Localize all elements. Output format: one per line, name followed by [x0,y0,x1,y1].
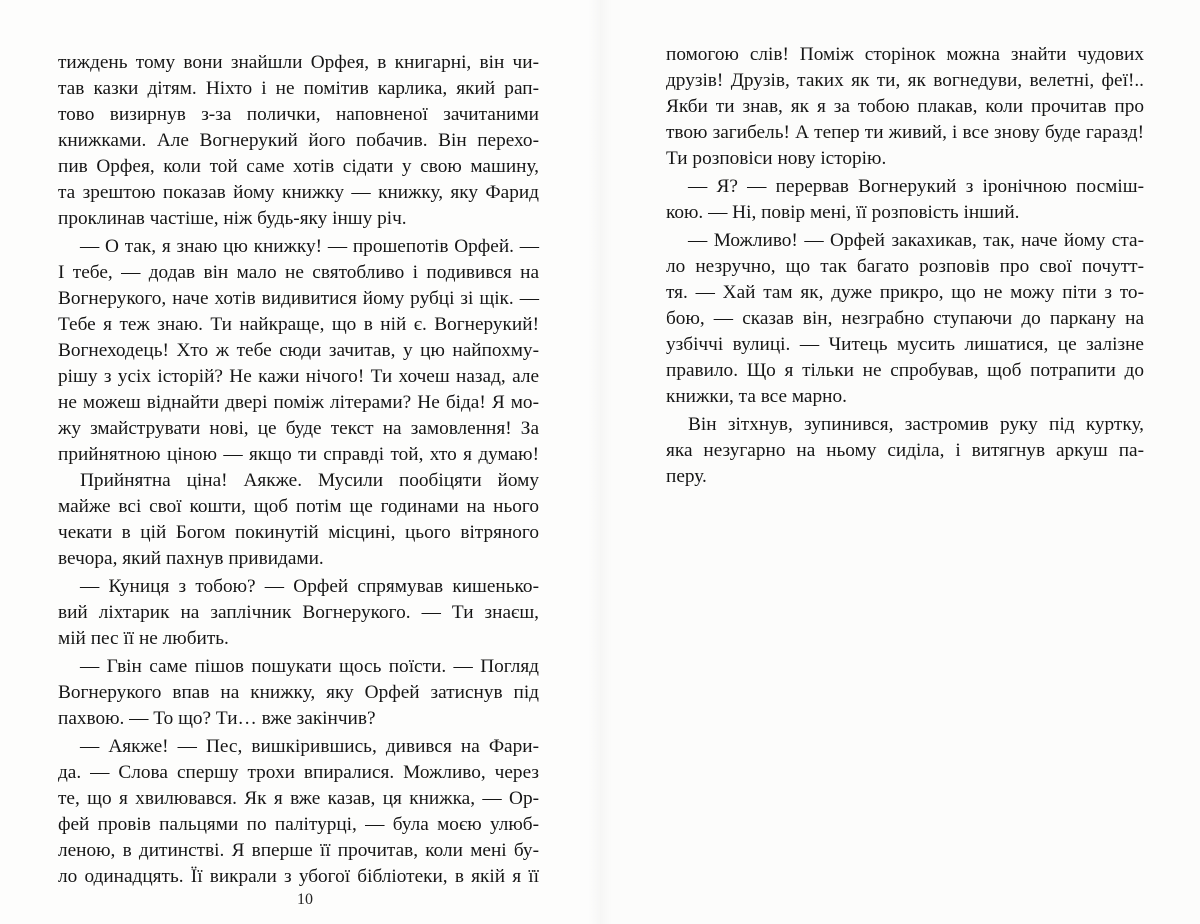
text-line: — Аякже! — Пес, вишкірившись, дивився на Фари- [80,736,539,757]
text-line: та зрештою показав йому книжку — книжку, яку Фарид [58,182,539,203]
text-line: проклинав частіше, ніж будь-яку іншу річ. [58,208,407,229]
text-line: правило. Що я тільки не спробував, щоб потрапити до [666,360,1144,381]
text-line: ло незручно, що так багато розповів про свої почутт- [666,256,1144,277]
text-line: твою загибель! А тепер ти живий, і все знову буде гаразд! [666,122,1144,143]
text-line: вечора, який пахнув привидами. [58,548,324,569]
text-line: прийнятною ціною — якщо ти справді той, хто я думаю! [58,444,539,465]
text-line: узбіччі вулиці. — Читець мусить лишатися, це залізне [666,334,1144,355]
text-line: яка незугарно на ньому сиділа, і витягнув аркуш па- [666,440,1144,461]
text-line: Ти розповіси нову історію. [666,148,887,169]
text-line: майже всі свої кошти, щоб потім ще годинами на нього [58,496,539,517]
text-line: — Гвін саме пішов пошукати щось поїсти. — Погляд [80,656,539,677]
text-line: фей провів пальцями по палітурці, — була моєю улюб- [58,814,539,835]
text-line: мій пес її не любить. [58,628,229,649]
text-line: — Можливо! — Орфей закахикав, так, наче йому ста- [688,230,1144,251]
text-line: бою, — сказав він, незграбно ступаючи до паркану на [666,308,1144,329]
text-line: жу змайструвати нові, це буде текст на замовлення! За [58,418,539,439]
text-line: книжки, та все марно. [666,386,847,407]
text-line: — Я? — перервав Вогнерукий з іронічною посміш- [688,176,1144,197]
text-line: помогою слів! Поміж сторінок можна знайти чудових [666,44,1144,65]
text-line: вий ліхтарик на заплічник Вогнерукого. — Ти знаєш, [58,602,539,623]
page-number: 10 [297,891,313,908]
text-line: друзів! Друзів, таких як ти, як вогнедуви, велетні, феї!.. [666,70,1144,91]
text-line: пив Орфея, коли той саме хотів сідати у свою машину, [58,156,539,177]
text-line: Тебе я теж знаю. Ти найкраще, що в ній є. Вогнерукий! [58,314,539,335]
text-line: тиждень тому вони знайшли Орфея, в книгарні, він чи- [58,52,539,73]
text-line: леною, в дитинстві. Я вперше її прочитав, коли мені бу- [58,840,539,861]
text-line: тя. — Хай там як, дуже прикро, що не можу піти з то- [666,282,1144,303]
text-line: пахвою. — То що? Ти… вже закінчив? [58,708,376,729]
text-line: рішу з усіх історій? Не кажи нічого! Ти хочеш назад, але [58,366,539,387]
text-line: Вогнерукого, наче хотів видивитися йому рубці зі щік. — [58,288,539,309]
text-line: да. — Слова спершу трохи впиралися. Можливо, через [58,762,539,783]
text-line: Вогнеходець! Хто ж тебе сюди зачитав, у цю найпохму- [58,340,539,361]
text-line: Якби ти знав, як я за тобою плакав, коли прочитав про [666,96,1144,117]
text-line: не можеш віднайти двері поміж літерами? Не біда! Я мо- [58,392,539,413]
text-line: перу. [666,466,707,487]
text-line: те, що я хвилювався. Як я вже казав, ця книжка, — Ор- [58,788,539,809]
text-line: — О так, я знаю цю книжку! — прошепотів Орфей. — [80,236,539,257]
text-line: кою. — Ні, повір мені, її розповість інший. [666,202,1020,223]
text-line: Прийнятна ціна! Аякже. Мусили пообіцяти йому [80,470,539,491]
text-line: тав казки дітям. Ніхто і не помітив карлика, який рап- [58,78,539,99]
text-line: Він зітхнув, зупинився, застромив руку під куртку, [688,414,1144,435]
text-line: чекати в цій Богом покинутій місцині, цього вітряного [58,522,539,543]
text-line: Вогнерукого впав на книжку, яку Орфей затиснув під [58,682,539,703]
text-line: тово визирнув з-за полички, наповненої зачитаними [58,104,539,125]
text-line: І тебе, — додав він мало не святобливо і подивився на [58,262,539,283]
text-line: книжками. Але Вогнерукий його побачив. Він перехо- [58,130,539,151]
text-line: — Куниця з тобою? — Орфей спрямував кишенько- [80,576,539,597]
text-line: ло одинадцять. Її викрали з убогої бібліотеки, в якій я її [58,866,539,887]
right-page [600,0,1200,924]
